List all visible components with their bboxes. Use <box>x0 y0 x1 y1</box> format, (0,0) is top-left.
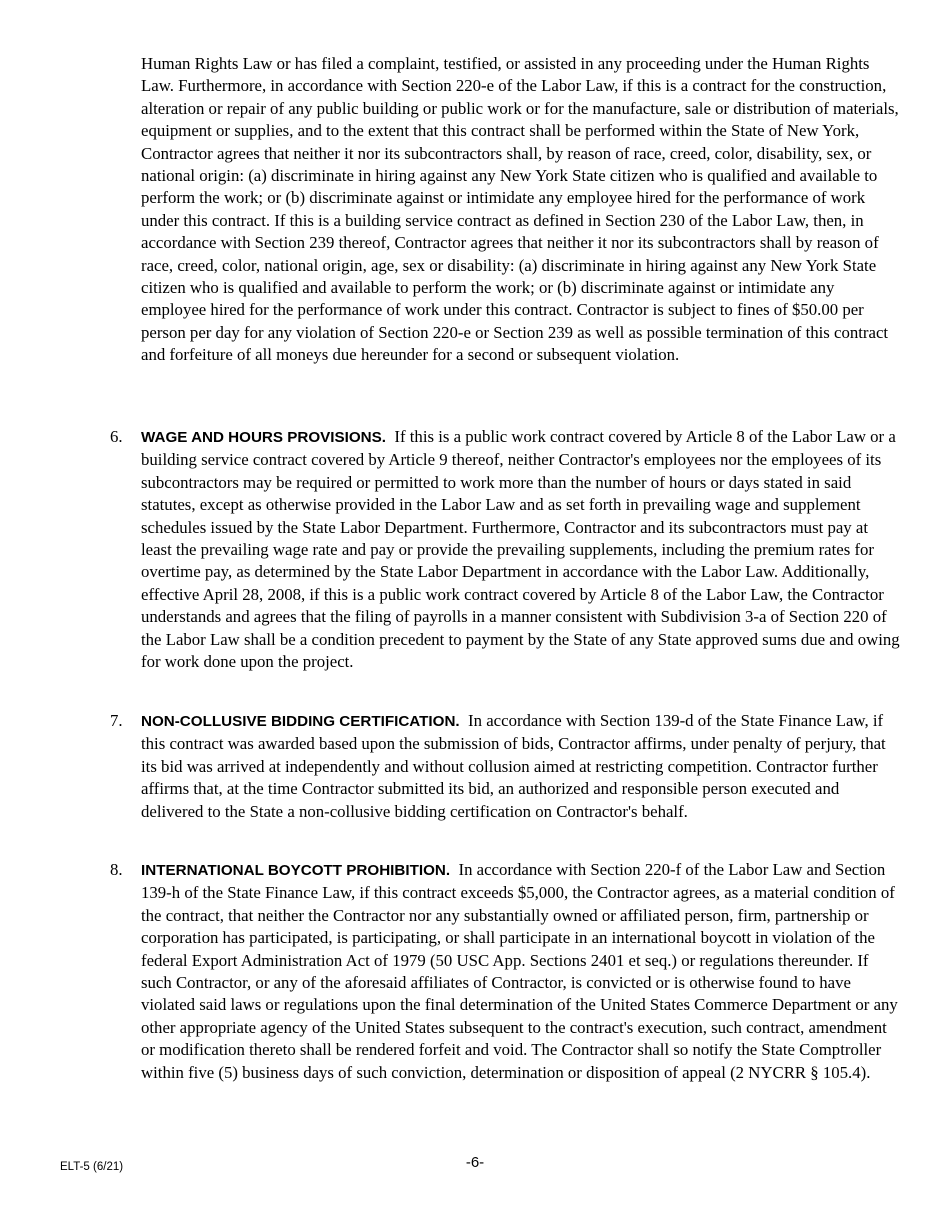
item-number: 7. <box>110 711 123 730</box>
item-number: 6. <box>110 427 123 446</box>
footer-form-id: ELT-5 (6/21) <box>60 1161 124 1173</box>
item-text: In accordance with Section 220-f of the Labor Law and Section 139-h of the State Finance Law, if this contract exceeds $5,000, the Contractor agrees, as a material condition of the contract, that neither the Contractor nor any substantially owned or affiliated person, firm, partnership or corporation has participated, is participating, or shall participate in an international boycott in violation of the federal Export Administration Act of 1979 (50 USC App. Sections 2401 et seq.) or regulations thereunder. If such Contractor, or any of the aforesaid affiliates of Contractor, is convicted or is otherwise found to have violated said laws or regulations upon the final determination of the United States Commerce Department or any other appropriate agency of the United States subsequent to the contract's execution, such contract, amendment or modification thereto shall be rendered forfeit and void. The Contractor shall so notify the State Comptroller within five (5) business days of such conviction, determination or disposition of appeal (2 NYCRR § 105.4). <box>141 860 898 1082</box>
item-body <box>141 859 901 1084</box>
item-body <box>141 426 901 673</box>
footer-page-number: -6- <box>465 1154 485 1171</box>
item-heading: INTERNATIONAL BOYCOTT PROHIBITION. <box>141 862 451 879</box>
item-body <box>141 710 901 823</box>
item-text: In accordance with Section 139-d of the State Finance Law, if this contract was awarded based upon the submission of bids, Contractor affirms, under penalty of perjury, that its bid was arrived at independently and without collusion aimed at restricting competition. Contractor further affirms that, at the time Contractor submitted its bid, an authorized and responsible person executed and delivered to the State a non-collusive bidding certification on Contractor's behalf. <box>141 711 886 821</box>
item-number: 8. <box>110 860 123 879</box>
item-heading: NON-COLLUSIVE BIDDING CERTIFICATION. <box>141 713 460 730</box>
continuation-paragraph: Human Rights Law or has filed a complaint, testified, or assisted in any proceeding under the Human Rights Law. Furthermore, in accordance with Section 220-e of the Labor Law, if this is a contract for the construction, alteration or repair of any public building or public work or for the manufacture, sale or distribution of materials, equipment or supplies, and to the extent that this contract shall be performed within the State of New York, Contractor agrees that neither it nor its subcontractors shall, by reason of race, creed, color, disability, sex, or national origin: (a) discriminate in hiring against any New York State citizen who is qualified and available to perform the work; or (b) discriminate against or intimidate any employee hired for the performance of work under this contract. If this is a building service contract as defined in Section 230 of the Labor Law, then, in accordance with Section 239 thereof, Contractor agrees that neither it nor its subcontractors shall by reason of race, creed, color, national origin, age, sex or disability: (a) discriminate in hiring against any New York State citizen who is qualified and available to perform the work; or (b) discriminate against or intimidate any employee hired for the performance of work under this contract. Contractor is subject to fines of $50.00 per person per day for any violation of Section 220-e or Section 239 as well as possible termination of this contract and forfeiture of all moneys due hereunder for a second or subsequent violation. <box>141 54 899 365</box>
item-text: If this is a public work contract covered by Article 8 of the Labor Law or a building service contract covered by Article 9 thereof, neither Contractor's employees nor the employees of its subcontractors may be required or permitted to work more than the number of hours or days stated in said statutes, except as otherwise provided in the Labor Law and as set forth in prevailing wage and supplement schedules issued by the State Labor Department. Furthermore, Contractor and its subcontractors must pay at least the prevailing wage rate and pay or provide the prevailing supplements, including the premium rates for overtime pay, as determined by the State Labor Department in accordance with the Labor Law. Additionally, effective April 28, 2008, if this is a public work contract covered by Article 8 of the Labor Law, the Contractor understands and agrees that the filing of payrolls in a manner consistent with Subdivision 3-a of Section 220 of the Labor Law shall be a condition precedent to payment by the State of any State approved sums due and owing for work done upon the project. <box>141 427 900 672</box>
item-heading: WAGE AND HOURS PROVISIONS. <box>141 429 386 446</box>
